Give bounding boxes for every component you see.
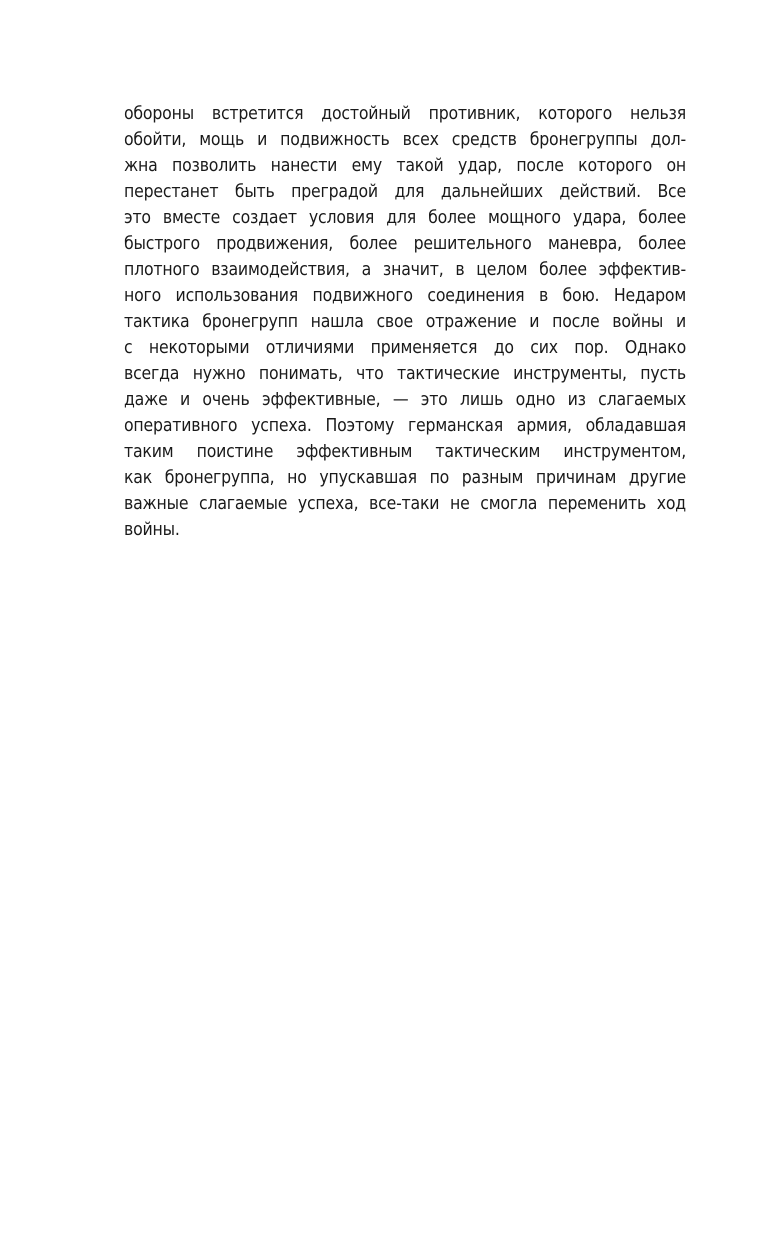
text-line: всегда нужно понимать, что тактические инструменты, пусть <box>124 364 686 384</box>
text-line: обороны встретится достойный противник, которого нельзя <box>124 104 686 124</box>
text-line: даже и очень эффективные, — это лишь одно из слагаемых <box>124 390 686 410</box>
text-line: это вместе создает условия для более мощного удара, более <box>124 208 686 228</box>
text-line: тактика бронегрупп нашла свое отражение и после войны и <box>124 312 686 332</box>
text-line: быстрого продвижения, более решительного маневра, более <box>124 234 686 254</box>
text-line: оперативного успеха. Поэтому германская армия, обладавшая <box>124 416 686 436</box>
text-line: плотного взаимодействия, а значит, в целом более эффектив- <box>124 260 686 280</box>
text-line: ного использования подвижного соединения в бою. Недаром <box>124 286 686 306</box>
text-line: перестанет быть преградой для дальнейших действий. Все <box>124 182 686 202</box>
text-line: таким поистине эффективным тактическим инструментом, <box>124 442 686 462</box>
text-line: с некоторыми отличиями применяется до сих пор. Однако <box>124 338 686 358</box>
text-line: жна позволить нанести ему такой удар, после которого он <box>124 156 686 176</box>
text-line: обойти, мощь и подвижность всех средств бронегруппы дол- <box>124 130 686 150</box>
body-paragraph <box>124 101 686 543</box>
text-line: как бронегруппа, но упускавшая по разным причинам другие <box>124 468 686 488</box>
text-line: важные слагаемые успеха, все-таки не смогла переменить ход <box>124 494 686 514</box>
text-line-last: войны. <box>124 520 180 540</box>
